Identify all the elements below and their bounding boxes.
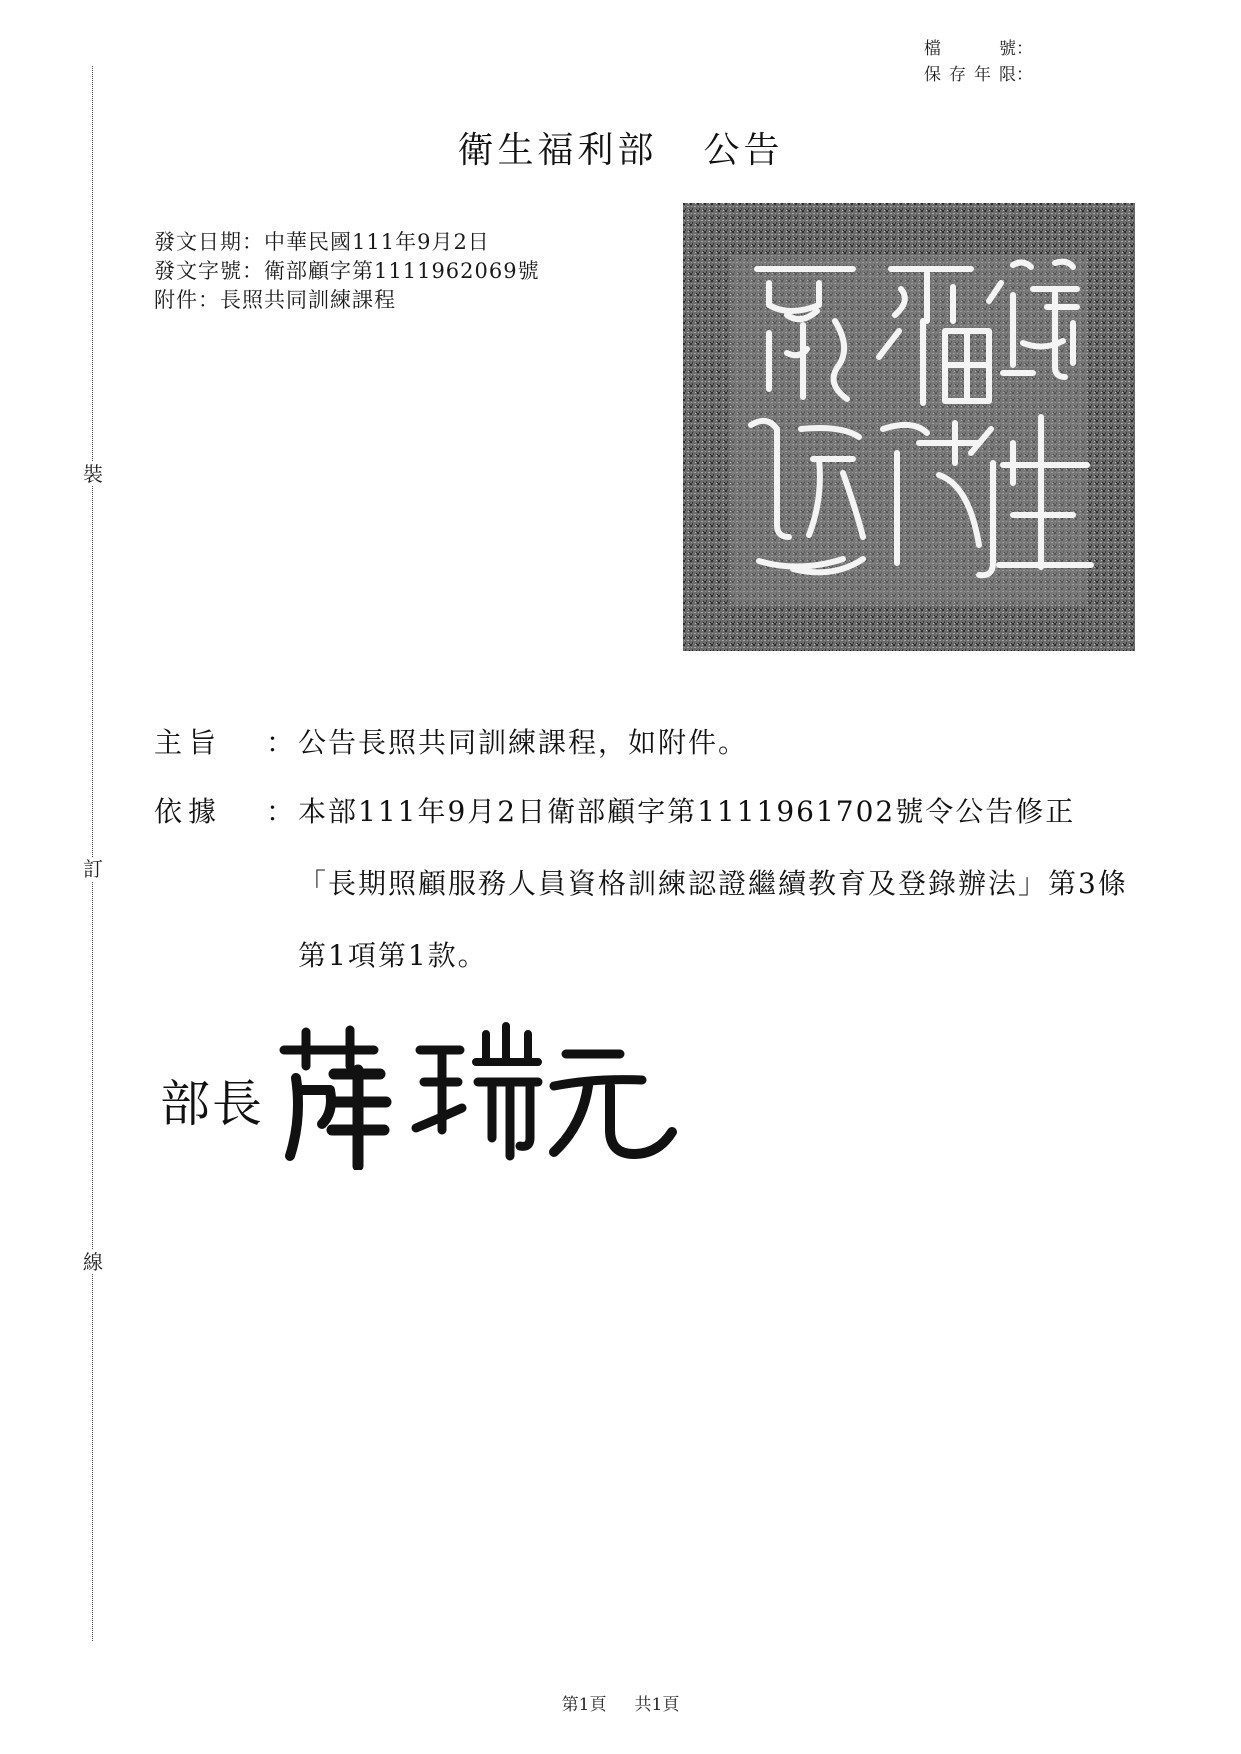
binding-char-ding: 訂 xyxy=(83,857,103,881)
basis-text: 本部111年9月2日衛部顧字第1111961702號令公告修正「長期照顧服務人員資格訓練認證繼續教育及登錄辦法」第3條第1項第1款。 xyxy=(298,795,1128,972)
reference-number: 發文字號：衛部顧字第1111962069號 xyxy=(154,259,540,283)
retention-label: 保存年限 xyxy=(924,65,1016,85)
binding-char-zhuang: 裝 xyxy=(83,462,103,486)
file-number-label: 檔 號 xyxy=(924,39,1016,59)
signature-block xyxy=(160,1020,678,1170)
attachment: 附件：長照共同訓練課程 xyxy=(154,288,396,312)
page-number: 第1頁 xyxy=(561,1695,607,1715)
page-total: 共1頁 xyxy=(634,1695,680,1715)
page-title xyxy=(0,122,1241,173)
page-footer xyxy=(0,1690,1241,1715)
subject-paragraph xyxy=(154,715,1134,771)
subject-text: 公告長照共同訓練課程，如附件。 xyxy=(298,726,749,759)
basis-colon: ： xyxy=(265,795,294,828)
subject-colon: ： xyxy=(265,726,294,759)
retention-row xyxy=(924,62,1033,88)
file-number-row xyxy=(924,36,1033,62)
basis-label: 依據 xyxy=(154,795,223,828)
document-type: 公告 xyxy=(703,130,784,171)
notice-body xyxy=(154,715,1134,1005)
retention-colon: ： xyxy=(1016,65,1033,85)
signature-role: 部長 xyxy=(160,1075,264,1133)
official-seal-icon xyxy=(683,203,1135,651)
handwritten-signature-icon xyxy=(278,1020,678,1170)
binding-dotted-line xyxy=(92,66,93,1641)
basis-paragraph xyxy=(154,784,1134,992)
issue-date: 發文日期：中華民國111年9月2日 xyxy=(154,230,490,254)
subject-label: 主旨 xyxy=(154,726,223,759)
file-number-colon: ： xyxy=(1016,39,1033,59)
document-meta xyxy=(154,228,540,315)
binding-char-xian: 線 xyxy=(83,1250,103,1274)
agency-name: 衛生福利部 xyxy=(457,130,658,171)
file-info xyxy=(924,36,1033,88)
